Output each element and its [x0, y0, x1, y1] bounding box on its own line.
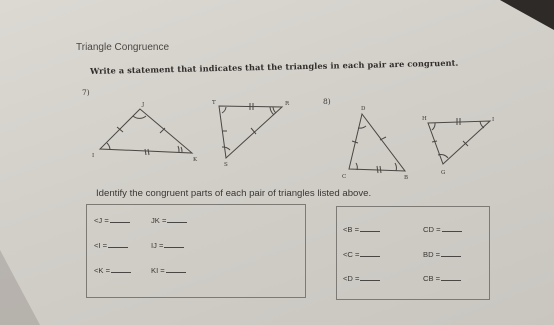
answer-row: [423, 249, 461, 259]
vertex-t-label: T: [212, 100, 216, 106]
answer-row: [343, 224, 380, 234]
side-bd-label: BD =: [423, 250, 441, 259]
side-jk-answer-blank[interactable]: [167, 215, 187, 223]
side-ij-answer-blank[interactable]: [164, 240, 184, 248]
vertex-c-label: C: [342, 174, 347, 180]
answer-row: [423, 224, 462, 234]
side-cd-answer-blank[interactable]: [442, 224, 462, 232]
angle-d-label: <D =: [343, 274, 360, 283]
answer-row: [94, 215, 130, 225]
angle-d-answer-blank[interactable]: [360, 273, 380, 281]
angle-b-label: <B =: [343, 225, 360, 234]
triangle-hig: [428, 118, 490, 164]
angle-b-answer-blank[interactable]: [360, 224, 380, 232]
side-ij-label: IJ =: [151, 241, 164, 250]
vertex-s-label: S: [224, 162, 228, 168]
vertex-g-label: G: [441, 170, 446, 176]
vertex-i2-label: I: [492, 117, 495, 123]
answer-box-problem-8: [336, 206, 490, 300]
angle-j-answer-blank[interactable]: [110, 215, 130, 223]
identify-instruction: Identify the congruent parts of each pair of triangles listed above.: [96, 188, 372, 199]
side-ki-label: KI =: [151, 266, 165, 275]
answer-row: [151, 215, 187, 225]
triangle-jik: [100, 109, 192, 155]
angle-c-label: <C =: [343, 250, 360, 259]
angle-c-answer-blank[interactable]: [360, 249, 380, 257]
side-cb-answer-blank[interactable]: [441, 273, 461, 281]
triangle-trs: [219, 103, 282, 158]
vertex-b-label: B: [404, 175, 409, 181]
side-cb-label: CB =: [423, 274, 441, 283]
angle-k-answer-blank[interactable]: [111, 265, 131, 273]
angle-i-label: <I =: [94, 241, 108, 250]
problem-7-number: 7): [82, 88, 90, 97]
vertex-k-label: K: [193, 157, 198, 163]
vertex-j-label: J: [142, 102, 145, 108]
angle-k-label: <K =: [94, 266, 111, 275]
answer-row: [151, 265, 186, 275]
side-jk-label: JK =: [151, 216, 167, 225]
answer-row: [94, 240, 128, 250]
answer-row: [94, 265, 131, 275]
triangle-dcb: [349, 114, 405, 173]
side-bd-answer-blank[interactable]: [441, 249, 461, 257]
vertex-i-label: I: [92, 153, 95, 159]
angle-i-answer-blank[interactable]: [108, 240, 128, 248]
vertex-d-label: D: [361, 106, 366, 112]
angle-j-label: <J =: [94, 216, 109, 225]
answer-row: [343, 249, 380, 259]
problem-8-number: 8): [323, 97, 331, 106]
vertex-r-label: R: [285, 101, 290, 107]
answer-row: [343, 273, 380, 283]
worksheet-title: Triangle Congruence: [76, 42, 170, 53]
answer-row: [151, 240, 184, 250]
worksheet-instruction: Write a statement that indicates that the triangles in each pair are congruent.: [90, 57, 459, 76]
answer-row: [423, 273, 461, 283]
side-cd-label: CD =: [423, 225, 441, 234]
side-ki-answer-blank[interactable]: [166, 265, 186, 273]
vertex-h-label: H: [422, 116, 427, 122]
answer-box-problem-7: [86, 204, 306, 298]
